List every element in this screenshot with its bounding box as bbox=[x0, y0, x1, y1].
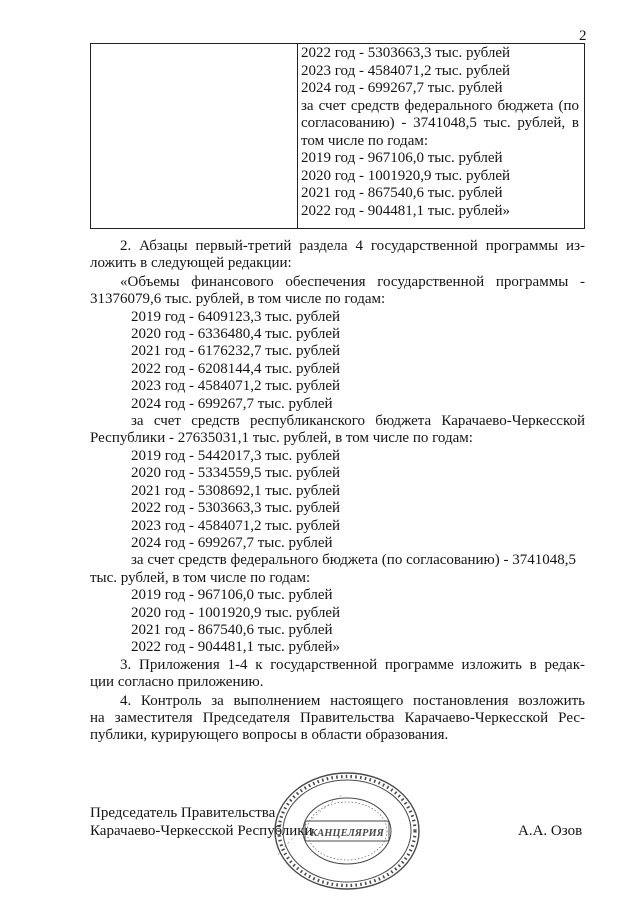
year-line: 2024 год - 699267,7 тыс. рублей bbox=[131, 534, 333, 551]
item-4-line: публики, курирующего вопросы в области образования. bbox=[90, 727, 449, 744]
table-line: 2019 год - 967106,0 тыс. рублей bbox=[301, 150, 503, 166]
regional-budget-line: за счет средств республиканского бюджета Карачаево-Черкесской bbox=[131, 413, 585, 430]
year-line: 2020 год - 6336480,4 тыс. рублей bbox=[131, 326, 341, 343]
table-line: 2022 год - 904481,1 тыс. рублей» bbox=[301, 202, 511, 219]
table-line: согласованию) - 3741048,5 тыс. рублей, в bbox=[301, 115, 579, 131]
year-line: 2024 год - 699267,7 тыс. рублей bbox=[131, 395, 333, 412]
table-line: 2023 год - 4584071,2 тыс. рублей bbox=[301, 62, 511, 79]
document-body bbox=[90, 238, 585, 745]
year-line: 2023 год - 4584071,2 тыс. рублей bbox=[131, 378, 341, 395]
official-stamp bbox=[272, 765, 422, 890]
year-line: 2023 год - 4584071,2 тыс. рублей bbox=[131, 517, 341, 534]
quote-line: «Объемы финансового обеспечения государственной программы - bbox=[120, 273, 585, 290]
page-number: 2 bbox=[579, 28, 587, 44]
table-line: 2021 год - 867540,6 тыс. рублей bbox=[301, 185, 503, 201]
year-line: 2022 год - 6208144,4 тыс. рублей bbox=[131, 360, 341, 377]
item-2-line: 2. Абзацы первый-третий раздела 4 государственной программы из- bbox=[120, 238, 585, 254]
year-line: 2019 год - 6409123,3 тыс. рублей bbox=[131, 308, 341, 325]
table-line: 2024 год - 699267,7 тыс. рублей bbox=[301, 80, 503, 96]
year-line: 2020 год - 1001920,9 тыс. рублей bbox=[131, 604, 341, 621]
year-line: 2020 год - 5334559,5 тыс. рублей bbox=[131, 465, 341, 482]
quote-line: 31376079,6 тыс. рублей, в том числе по годам: bbox=[90, 291, 386, 308]
table-line: 2020 год - 1001920,9 тыс. рублей bbox=[301, 167, 511, 184]
table-line: том числе по годам: bbox=[301, 132, 429, 149]
year-line: 2022 год - 904481,1 тыс. рублей» bbox=[131, 639, 341, 656]
funding-table bbox=[90, 43, 585, 229]
year-line: 2021 год - 5308692,1 тыс. рублей bbox=[131, 482, 341, 499]
federal-budget-line: за счет средств федерального бюджета (по согласованию) - 3741048,5 bbox=[131, 552, 576, 569]
item-3-line: ции согласно приложению. bbox=[90, 674, 264, 691]
item-4-line: 4. Контроль за выполнением настоящего постановления возложить bbox=[120, 692, 585, 709]
signature-title-line-1: Председатель Правительства bbox=[90, 805, 276, 821]
item-4-line: на заместителя Председателя Правительства Карачаево-Черкесской Рес- bbox=[90, 709, 585, 726]
year-line: 2019 год - 967106,0 тыс. рублей bbox=[131, 587, 333, 604]
year-line: 2021 год - 6176232,7 тыс. рублей bbox=[131, 343, 341, 360]
item-2-line: ложить в следующей редакции: bbox=[90, 255, 292, 272]
table-right-cell bbox=[301, 45, 579, 220]
year-line: 2019 год - 5442017,3 тыс. рублей bbox=[131, 447, 341, 464]
federal-budget-line: тыс. рублей, в том числе по годам: bbox=[90, 569, 311, 586]
signature-title-line-2: Карачаево-Черкесской Республики bbox=[90, 823, 313, 839]
signature-name: А.А. Озов bbox=[518, 823, 583, 839]
table-line: 2022 год - 5303663,3 тыс. рублей bbox=[301, 45, 511, 61]
table-column-divider bbox=[297, 44, 298, 228]
item-3-line: 3. Приложения 1-4 к государственной программе изложить в редак- bbox=[120, 656, 585, 673]
table-line: за счет средств федерального бюджета (по bbox=[301, 97, 579, 114]
year-line: 2021 год - 867540,6 тыс. рублей bbox=[131, 621, 333, 638]
stamp-center-text: КАНЦЕЛЯРИЯ bbox=[310, 828, 384, 839]
year-line: 2022 год - 5303663,3 тыс. рублей bbox=[131, 500, 341, 517]
regional-budget-line: Республики - 27635031,1 тыс. рублей, в том числе по годам: bbox=[90, 430, 473, 447]
